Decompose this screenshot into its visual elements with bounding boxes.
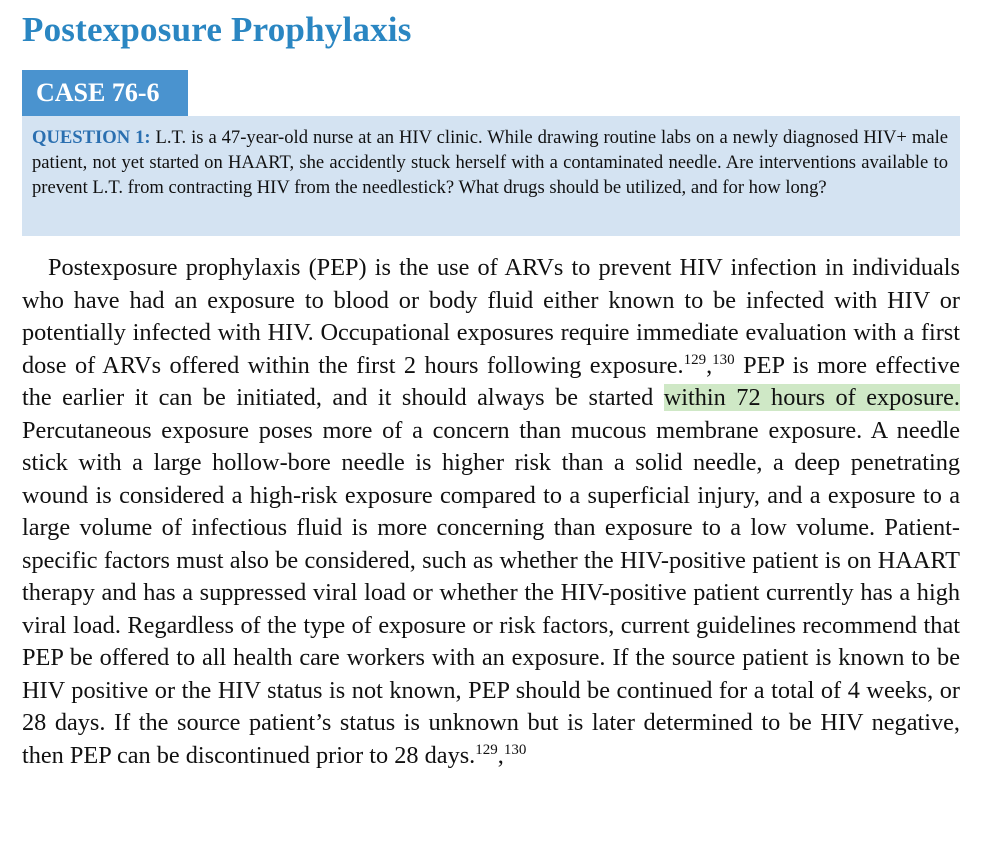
body-segment-2: PEP is more effective the earlier it can be initiated, and it should always be started xyxy=(22,351,960,411)
section-title: Postexposure Prophylaxis xyxy=(22,10,412,49)
citation-ref: 130 xyxy=(503,741,527,758)
body-segment-1: Postexposure prophylaxis (PEP) is the use of ARVs to prevent HIV infection in individuals who have had an exposure to blood or body fluid either known to be infected with HIV or potentially infected with HIV. Occupational exposures require immediate evaluation with a first dose of ARVs offered within the first 2 hours following exposure. xyxy=(22,254,960,379)
case-label: CASE 76-6 xyxy=(22,70,188,116)
highlighted-text[interactable]: within 72 hours of exposure. xyxy=(663,384,961,411)
citation-ref: 130 xyxy=(712,351,735,368)
citation-separator: , xyxy=(497,741,504,769)
question-text: L.T. is a 47-year-old nurse at an HIV clinic. While drawing routine labs on a newly diagnosed HIV+ male patient, not yet started on HAART, she accidently stuck herself with a contaminated needle. Are interventions available to prevent L.T. from contracting HIV from the needlestick? What drugs should be utilized, and for how long? xyxy=(32,127,948,198)
body-segment-3: Percutaneous exposure poses more of a concern than mucous membrane exposure. A needle stick with a large hollow-bore needle is higher risk than a solid needle, a deep penetrating wound is considered a high-risk exposure compared to a superficial injury, and a exposure to a large volume of infectious fluid is more concerning than exposure to a low volume. Patient-specific factors must also be considered, such as whether the HIV-positive patient is on HAART therapy and has a suppressed viral load or whether the HIV-positive patient currently has a high viral load. Regardless of the type of exposure or risk factors, current guidelines recommend that PEP be offered to all health care workers with an exposure. If the source patient is known to be HIV positive or the HIV status is not known, PEP should be continued for a total of 4 weeks, or 28 days. If the source patient’s status is unknown but is later determined to be HIV negative, then PEP can be discontinued prior to 28 days. xyxy=(22,416,960,769)
question-box xyxy=(22,116,960,236)
citation-separator: , xyxy=(706,351,713,379)
body-paragraph xyxy=(22,252,960,772)
citation-ref: 129 xyxy=(475,741,498,758)
citation-ref: 129 xyxy=(683,351,707,368)
question-label: QUESTION 1: xyxy=(32,127,151,148)
